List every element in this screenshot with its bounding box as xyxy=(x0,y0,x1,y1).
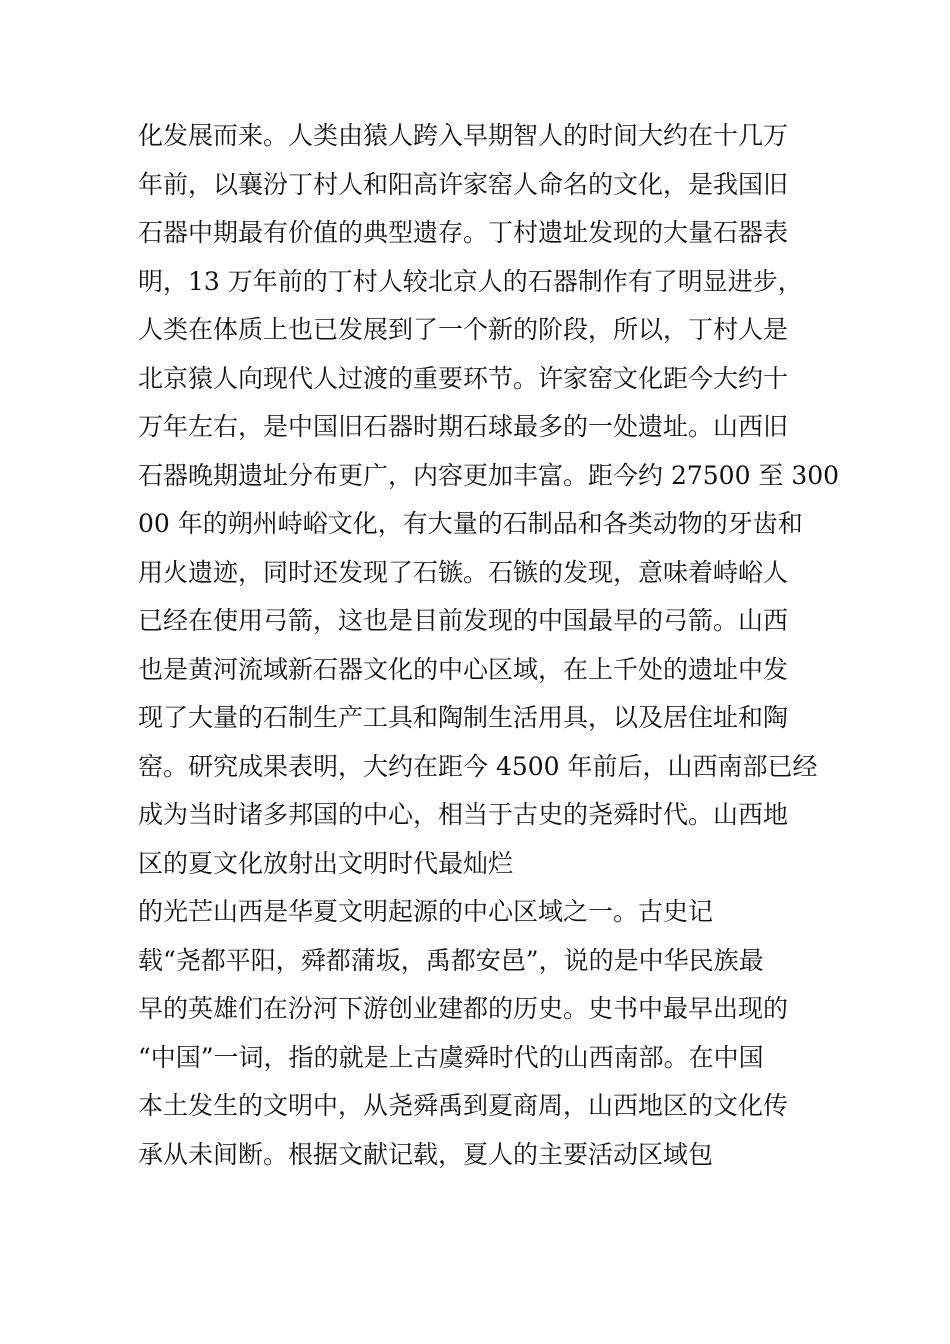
text-line: 明，13 万年前的丁村人较北京人的石器制作有了明显进步， xyxy=(138,266,803,296)
text-line: 石器晚期遗址分布更广，内容更加丰富。距今约 27500 至 300 xyxy=(138,460,840,490)
text-line: 人类在体质上也已发展到了一个新的阶段，所以，丁村人是 xyxy=(138,315,789,344)
text-line: 石器中期最有价值的典型遗存。丁村遗址发现的大量石器表 xyxy=(138,218,789,247)
text-line: 已经在使用弓箭，这也是目前发现的中国最早的弓箭。山西 xyxy=(138,606,789,635)
text-line: 万年左右，是中国旧石器时期石球最多的一处遗址。山西旧 xyxy=(138,412,789,441)
text-line: 窑。研究成果表明，大约在距今 4500 年前后，山西南部已经 xyxy=(138,751,818,781)
text-line: “中国”一词，指的就是上古虞舜时代的山西南部。在中国 xyxy=(138,1042,764,1072)
text-line: 成为当时诸多邦国的中心，相当于古史的尧舜时代。山西地 xyxy=(138,800,789,829)
text-line: 00 年的朔州峙峪文化，有大量的石制品和各类动物的牙齿和 xyxy=(138,509,803,538)
body-text xyxy=(138,112,840,1179)
text-line: 用火遗迹，同时还发现了石镞。石镞的发现，意味着峙峪人 xyxy=(138,557,789,587)
text-line: 现了大量的石制生产工具和陶制生活用具，以及居住址和陶 xyxy=(138,703,789,732)
text-line: 年前，以襄汾丁村人和阳高许家窑人命名的文化，是我国旧 xyxy=(138,169,789,199)
text-line: 区的夏文化放射出文明时代最灿烂 xyxy=(138,848,514,878)
text-line: 早的英雄们在汾河下游创业建都的历史。史书中最早出现的 xyxy=(138,994,789,1023)
text-line: 本土发生的文明中，从尧舜禹到夏商周，山西地区的文化传 xyxy=(138,1091,789,1120)
text-line: 承从未间断。根据文献记载，夏人的主要活动区域包 xyxy=(138,1139,714,1169)
text-line: 也是黄河流域新石器文化的中心区域，在上千处的遗址中发 xyxy=(138,654,789,684)
text-line: 载“尧都平阳，舜都蒲坂，禹都安邑”，说的是中华民族最 xyxy=(138,945,764,975)
text-line: 化发展而来。人类由猿人跨入早期智人的时间大约在十几万 xyxy=(138,121,789,150)
text-line: 北京猿人向现代人过渡的重要环节。许家窑文化距今大约十 xyxy=(138,363,789,393)
text-line: 的光芒山西是华夏文明起源的中心区域之一。古史记 xyxy=(138,897,714,926)
